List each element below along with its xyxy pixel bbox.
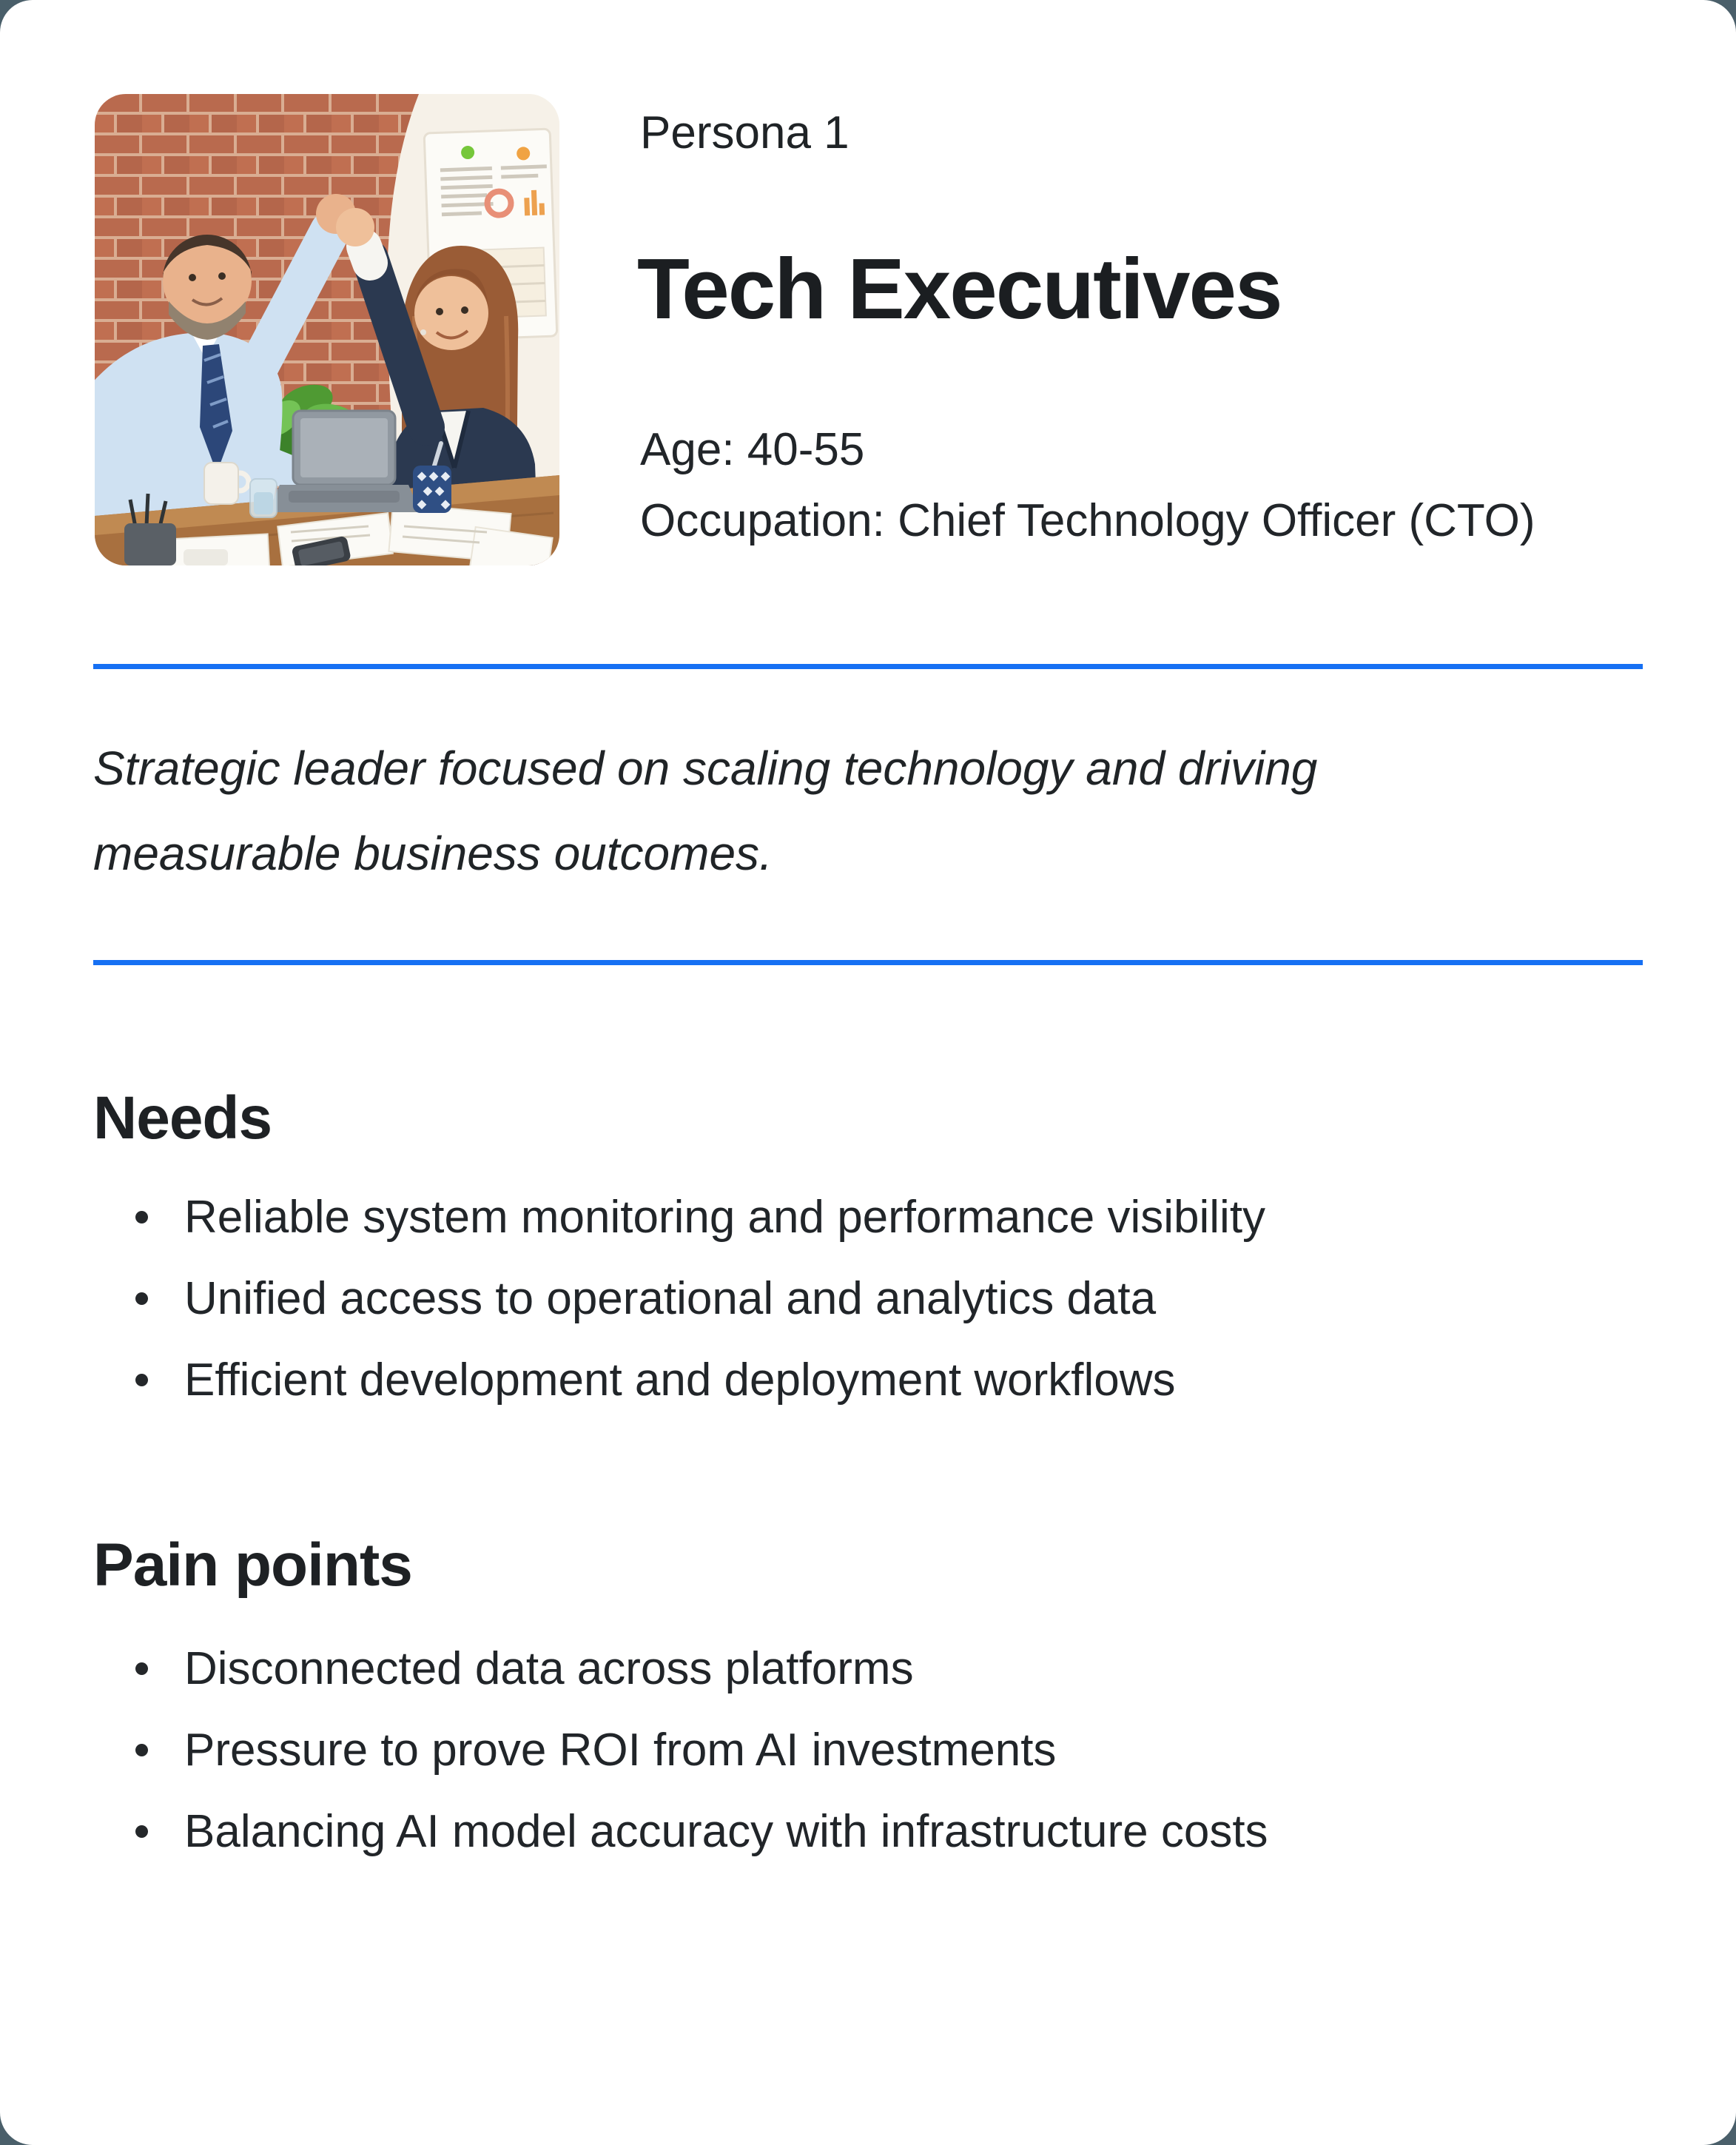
- persona-title: Tech Executives: [637, 241, 1282, 337]
- list-item: Pressure to prove ROI from AI investments: [93, 1726, 1643, 1775]
- pain-points-list: [93, 1645, 1643, 1889]
- persona-occupation: Occupation: Chief Technology Officer (CTO): [640, 495, 1535, 546]
- woman-hand: [336, 208, 374, 246]
- list-item: Disconnected data across platforms: [93, 1645, 1643, 1693]
- divider-top: [93, 664, 1643, 669]
- water-glass: [250, 479, 277, 517]
- divider-bottom: [93, 960, 1643, 965]
- persona-age: Age: 40-55: [640, 424, 865, 475]
- office-scene-illustration: [95, 94, 559, 565]
- list-item: Reliable system monitoring and performance visibility: [93, 1193, 1643, 1242]
- persona-summary: Strategic leader focused on scaling technology and driving measurable business outcomes.: [93, 742, 1318, 880]
- earring: [420, 329, 426, 335]
- persona-label: Persona 1: [640, 107, 850, 158]
- needs-list: [93, 1193, 1643, 1437]
- pain-points-heading: Pain points: [93, 1531, 412, 1599]
- persona-meta: [640, 414, 1535, 557]
- needs-heading: Needs: [93, 1084, 272, 1152]
- office-highfive-photo: [95, 94, 559, 565]
- list-item: Efficient development and deployment workflows: [93, 1356, 1643, 1405]
- list-item: Unified access to operational and analytics data: [93, 1275, 1643, 1323]
- list-item: Balancing AI model accuracy with infrastructure costs: [93, 1807, 1643, 1856]
